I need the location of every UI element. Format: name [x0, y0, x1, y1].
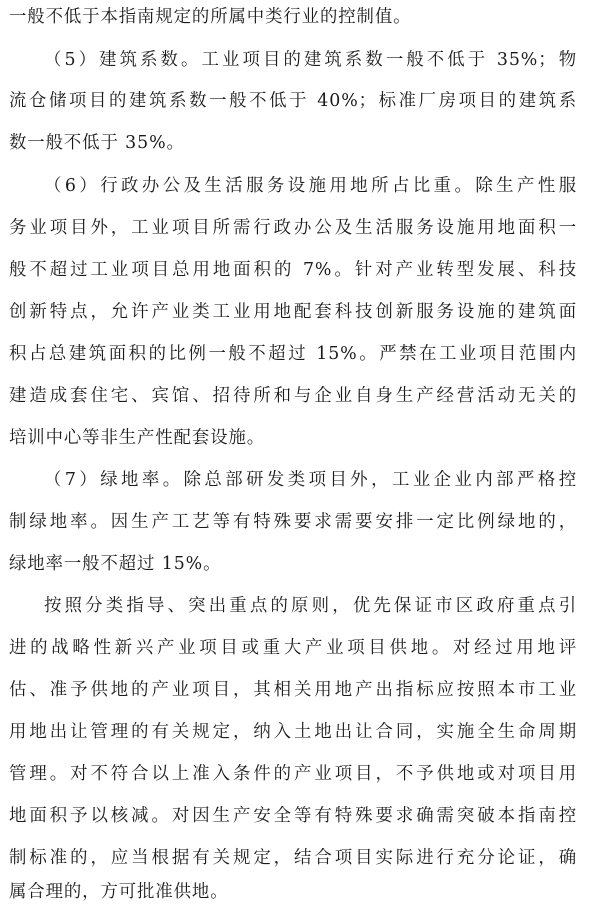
text-line: 积占总建筑面积的比例一般不超过 15%。严禁在工业项目范围内 — [9, 344, 577, 364]
text-line: （5）建筑系数。工业项目的建筑系数一般不低于 35%；物 — [44, 50, 577, 70]
text-line: 绿地率一般不超过 15%。 — [9, 554, 222, 574]
text-line: 估、准予供地的产业项目，其相关用地产出指标应按照本市工业 — [9, 680, 577, 700]
text-line: 制绿地率。因生产工艺等有特殊要求需要安排一定比例绿地的， — [9, 512, 577, 532]
text-line: 属合理的，方可批准供地。 — [9, 882, 229, 902]
text-line: 地面积予以核减。对因生产安全等有特殊要求确需突破本指南控 — [9, 806, 577, 826]
text-line: 般不超过工业项目总用地面积的 7%。针对产业转型发展、科技 — [9, 260, 577, 280]
text-line: 用地出让管理的有关规定，纳入土地出让合同，实施全生命周期 — [9, 722, 577, 742]
text-line: 按照分类指导、突出重点的原则，优先保证市区政府重点引 — [44, 596, 577, 616]
text-line: 进的战略性新兴产业项目或重大产业项目供地。对经过用地评 — [9, 638, 577, 658]
text-line: 培训中心等非生产性配套设施。 — [9, 428, 266, 448]
text-line: （7）绿地率。除总部研发类项目外，工业企业内部严格控 — [44, 470, 577, 490]
text-line: 一般不低于本指南规定的所属中类行业的控制值。 — [9, 7, 412, 27]
text-line: 数一般不低于 35%。 — [9, 133, 185, 153]
text-line: 务业项目外，工业项目所需行政办公及生活服务设施用地面积一 — [9, 218, 577, 238]
text-line: 流仓储项目的建筑系数一般不低于 40%；标准厂房项目的建筑系 — [9, 91, 577, 111]
text-line: 管理。对不符合以上准入条件的产业项目，不予供地或对项目用 — [9, 764, 577, 784]
text-line: 创新特点，允许产业类工业用地配套科技创新服务设施的建筑面 — [9, 302, 577, 322]
text-line: 制标准的，应当根据有关规定，结合项目实际进行充分论证，确 — [9, 848, 577, 868]
text-line: 建造成套住宅、宾馆、招待所和与企业自身生产经营活动无关的 — [9, 386, 577, 406]
text-line: （6）行政办公及生活服务设施用地所占比重。除生产性服 — [44, 176, 577, 196]
